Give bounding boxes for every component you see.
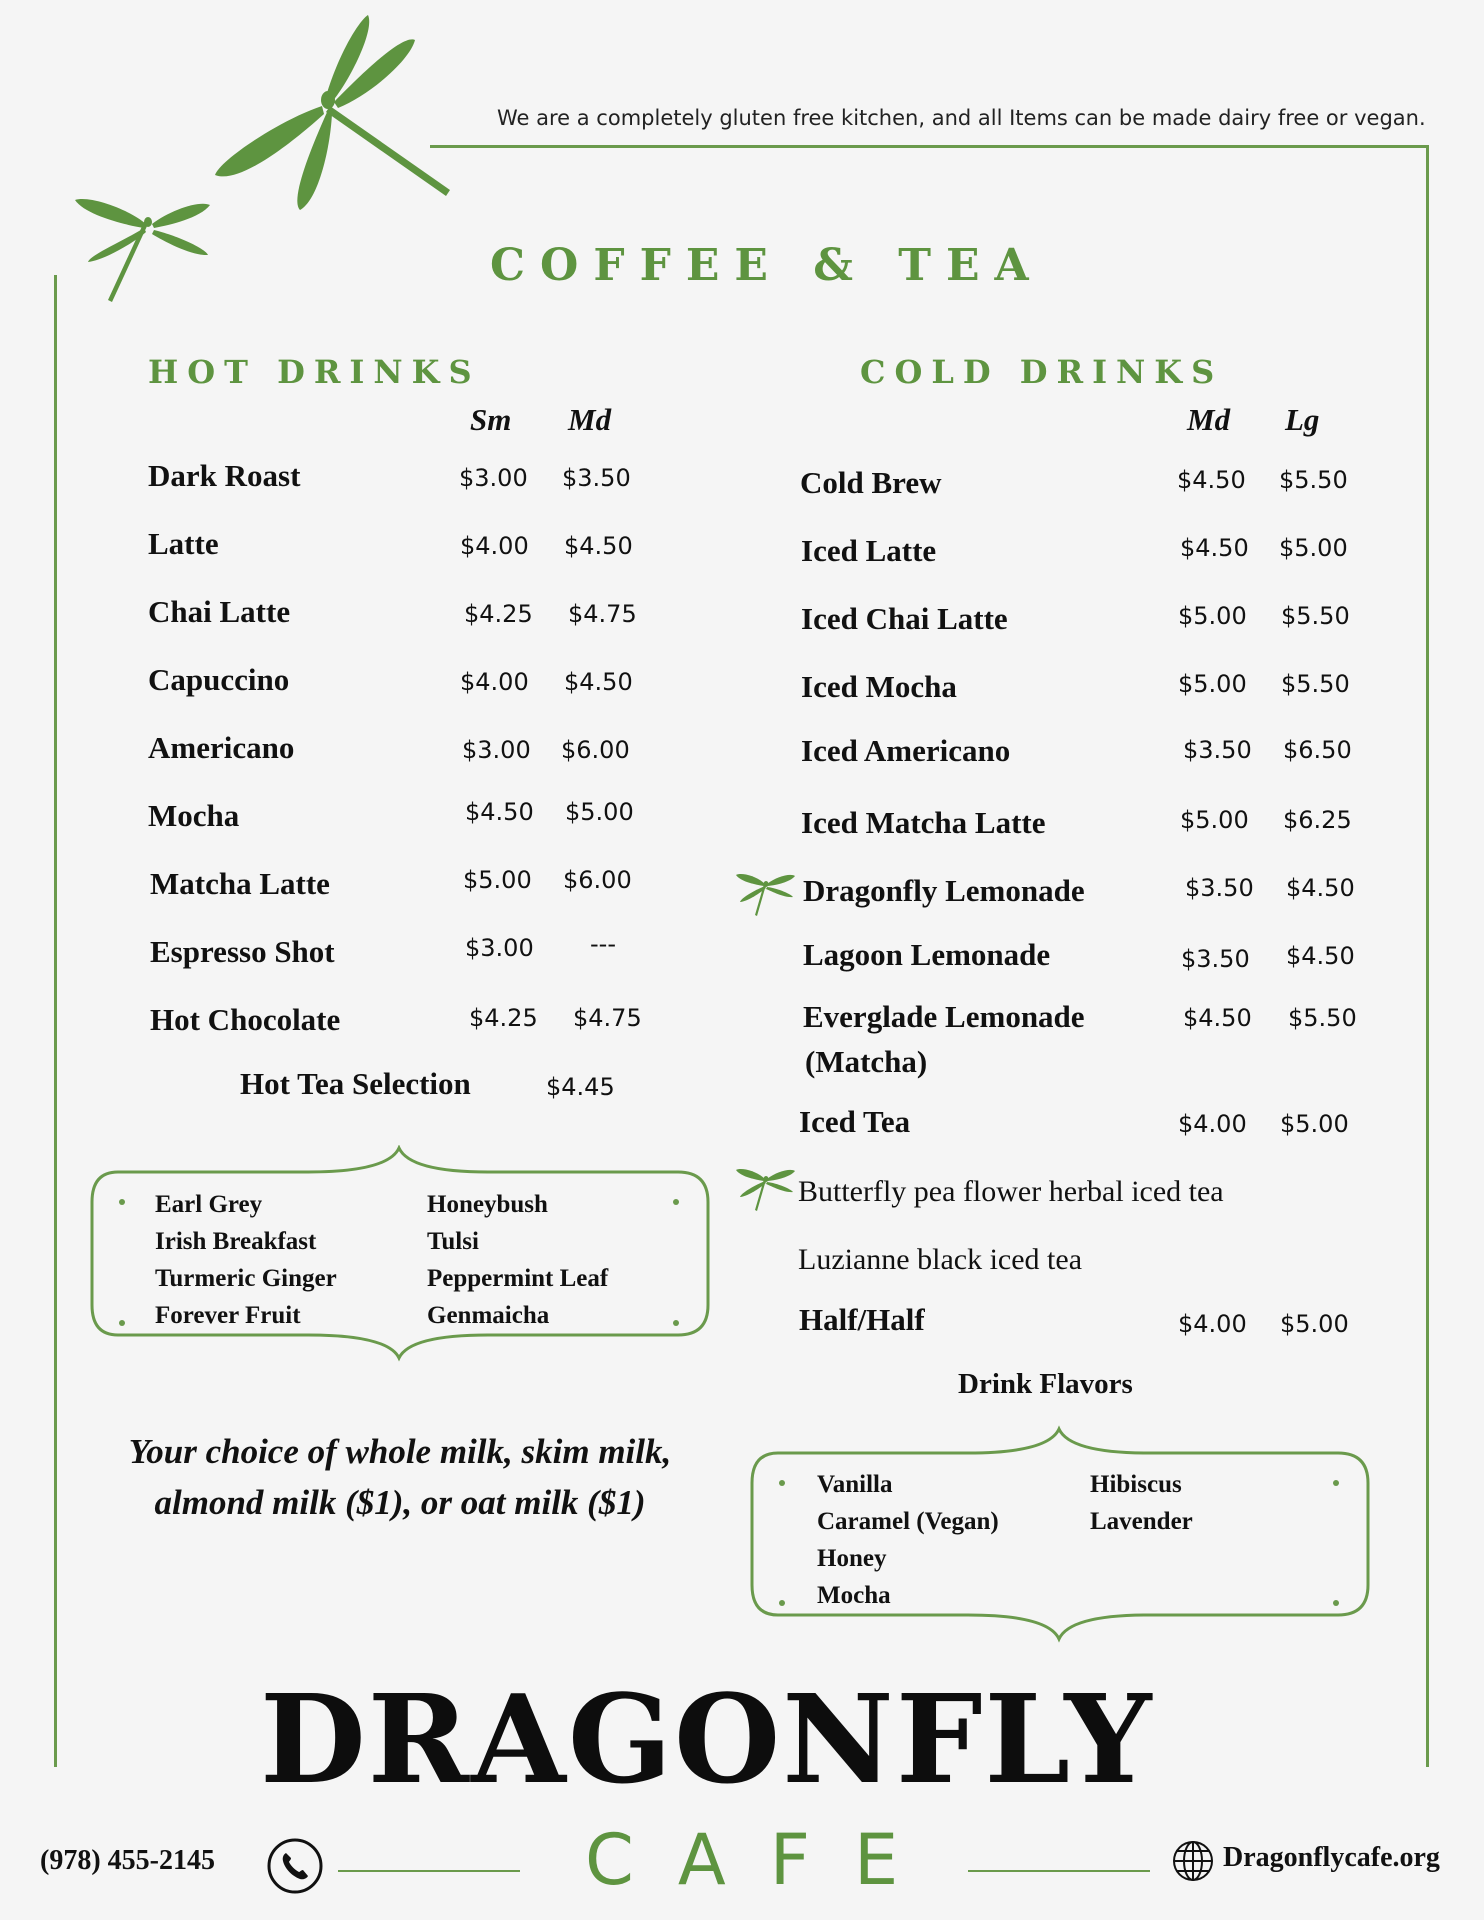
menu-item: Cold Brew bbox=[800, 465, 942, 500]
dragonfly-bullet-icon bbox=[735, 870, 797, 920]
menu-item: Iced Mocha bbox=[801, 669, 957, 704]
price-lg: $5.50 bbox=[1288, 1004, 1357, 1032]
price-md: $4.50 bbox=[1183, 1004, 1252, 1032]
flavor-item: Mocha bbox=[817, 1582, 891, 1609]
phone-number: (978) 455-2145 bbox=[40, 1845, 215, 1876]
menu-item: Mocha bbox=[148, 798, 240, 833]
price-sm: $4.25 bbox=[464, 600, 533, 628]
frame-left-line bbox=[54, 275, 57, 1767]
menu-item: Dark Roast bbox=[148, 458, 301, 493]
hot-tea-price: $4.45 bbox=[546, 1073, 615, 1101]
brand-subtitle: CAFE bbox=[585, 1819, 943, 1901]
price-md: $4.50 bbox=[1180, 534, 1249, 562]
cafe-right-line bbox=[968, 1870, 1150, 1872]
gluten-free-notice: We are a completely gluten free kitchen, and all Items can be made dairy free or vegan. bbox=[497, 106, 1426, 130]
price-md: $5.00 bbox=[565, 798, 634, 826]
cafe-left-line bbox=[338, 1870, 520, 1872]
flavor-item: Caramel (Vegan) bbox=[817, 1508, 999, 1535]
brand-name: DRAGONFLY bbox=[260, 1667, 1154, 1811]
tea-item: Peppermint Leaf bbox=[427, 1265, 609, 1292]
dragonfly-bullet-icon bbox=[735, 1165, 797, 1215]
price-md: $6.00 bbox=[563, 866, 632, 894]
page-title: COFFEE & TEA bbox=[490, 240, 1044, 291]
globe-icon bbox=[1171, 1839, 1215, 1883]
price-md: $3.50 bbox=[1181, 945, 1250, 973]
menu-item: Iced Americano bbox=[801, 733, 1011, 768]
price-lg: $6.50 bbox=[1283, 736, 1352, 764]
tea-item: Forever Fruit bbox=[155, 1302, 301, 1329]
menu-item: Espresso Shot bbox=[150, 934, 335, 969]
price-lg: $5.00 bbox=[1280, 1310, 1349, 1338]
menu-item: Iced Latte bbox=[801, 533, 937, 568]
menu-item: Lagoon Lemonade bbox=[803, 937, 1051, 972]
menu-item: Everglade Lemonade bbox=[803, 999, 1085, 1034]
price-md: $3.50 bbox=[1183, 736, 1252, 764]
price-md: $6.00 bbox=[561, 736, 630, 764]
price-md: $4.75 bbox=[568, 600, 637, 628]
dragonfly-small-icon bbox=[70, 180, 220, 310]
price-sm: $3.00 bbox=[462, 736, 531, 764]
cold-col-lg: Lg bbox=[1285, 402, 1320, 437]
menu-item-subtitle: (Matcha) bbox=[805, 1044, 928, 1079]
price-md: $4.00 bbox=[1178, 1310, 1247, 1338]
price-lg: $6.25 bbox=[1283, 806, 1352, 834]
tea-item: Genmaicha bbox=[427, 1302, 550, 1329]
dragonfly-large-icon bbox=[200, 10, 460, 230]
milk-note: Your choice of whole milk, skim milk, almond milk ($1), or oat milk ($1) bbox=[128, 1432, 672, 1522]
tea-item: Irish Breakfast bbox=[155, 1228, 317, 1255]
tea-item: Tulsi bbox=[427, 1228, 479, 1255]
price-sm: $4.00 bbox=[460, 668, 529, 696]
price-sm: $5.00 bbox=[463, 866, 532, 894]
frame-right-line bbox=[1426, 145, 1429, 1767]
price-md: $3.50 bbox=[1185, 874, 1254, 902]
menu-item: Iced Tea bbox=[799, 1104, 911, 1139]
price-lg: $5.50 bbox=[1279, 466, 1348, 494]
tea-item: Earl Grey bbox=[155, 1191, 263, 1218]
hot-col-md: Md bbox=[568, 402, 612, 437]
menu-item: Matcha Latte bbox=[150, 866, 330, 901]
iced-tea-option: Luzianne black iced tea bbox=[798, 1243, 1083, 1276]
phone-icon bbox=[266, 1837, 324, 1895]
price-lg: $5.00 bbox=[1279, 534, 1348, 562]
price-md: $5.00 bbox=[1178, 670, 1247, 698]
price-md: $5.00 bbox=[1180, 806, 1249, 834]
hot-tea-selection: Hot Tea Selection bbox=[240, 1066, 471, 1101]
hot-col-sm: Sm bbox=[470, 402, 512, 437]
website-link[interactable]: Dragonflycafe.org bbox=[1223, 1842, 1440, 1873]
price-md: $4.00 bbox=[1178, 1110, 1247, 1138]
price-md: $4.50 bbox=[564, 532, 633, 560]
tea-item: Turmeric Ginger bbox=[155, 1265, 337, 1292]
menu-item: Half/Half bbox=[799, 1302, 925, 1337]
flavor-item: Honey bbox=[817, 1545, 887, 1572]
menu-item: Latte bbox=[148, 526, 219, 561]
price-md: $4.75 bbox=[573, 1004, 642, 1032]
price-sm: $4.50 bbox=[465, 798, 534, 826]
price-sm: $4.25 bbox=[469, 1004, 538, 1032]
price-md: --- bbox=[590, 930, 616, 958]
price-sm: $3.00 bbox=[465, 934, 534, 962]
menu-item: Capuccino bbox=[148, 662, 290, 697]
price-md: $4.50 bbox=[564, 668, 633, 696]
price-lg: $4.50 bbox=[1286, 874, 1355, 902]
hot-drinks-heading: HOT DRINKS bbox=[148, 353, 481, 391]
cold-drinks-heading: COLD DRINKS bbox=[860, 353, 1224, 391]
cold-col-md: Md bbox=[1187, 402, 1231, 437]
menu-item: Hot Chocolate bbox=[150, 1002, 341, 1037]
flavor-item: Lavender bbox=[1090, 1508, 1193, 1535]
tea-item: Honeybush bbox=[427, 1191, 548, 1218]
price-sm: $4.00 bbox=[460, 532, 529, 560]
price-md: $5.00 bbox=[1178, 602, 1247, 630]
price-lg: $4.50 bbox=[1286, 942, 1355, 970]
price-lg: $5.50 bbox=[1281, 670, 1350, 698]
menu-item: Iced Chai Latte bbox=[801, 601, 1008, 636]
flavor-item: Vanilla bbox=[817, 1471, 893, 1498]
price-md: $3.50 bbox=[562, 464, 631, 492]
menu-item: Americano bbox=[148, 730, 295, 765]
price-lg: $5.00 bbox=[1280, 1110, 1349, 1138]
drink-flavors-heading: Drink Flavors bbox=[958, 1368, 1133, 1400]
flavor-item: Hibiscus bbox=[1090, 1471, 1182, 1498]
frame-top-line bbox=[430, 145, 1429, 148]
price-lg: $5.50 bbox=[1281, 602, 1350, 630]
menu-item: Iced Matcha Latte bbox=[801, 805, 1046, 840]
menu-item: Chai Latte bbox=[148, 594, 291, 629]
menu-item: Dragonfly Lemonade bbox=[803, 873, 1085, 908]
price-sm: $3.00 bbox=[459, 464, 528, 492]
price-md: $4.50 bbox=[1177, 466, 1246, 494]
iced-tea-option: Butterfly pea flower herbal iced tea bbox=[798, 1175, 1224, 1208]
